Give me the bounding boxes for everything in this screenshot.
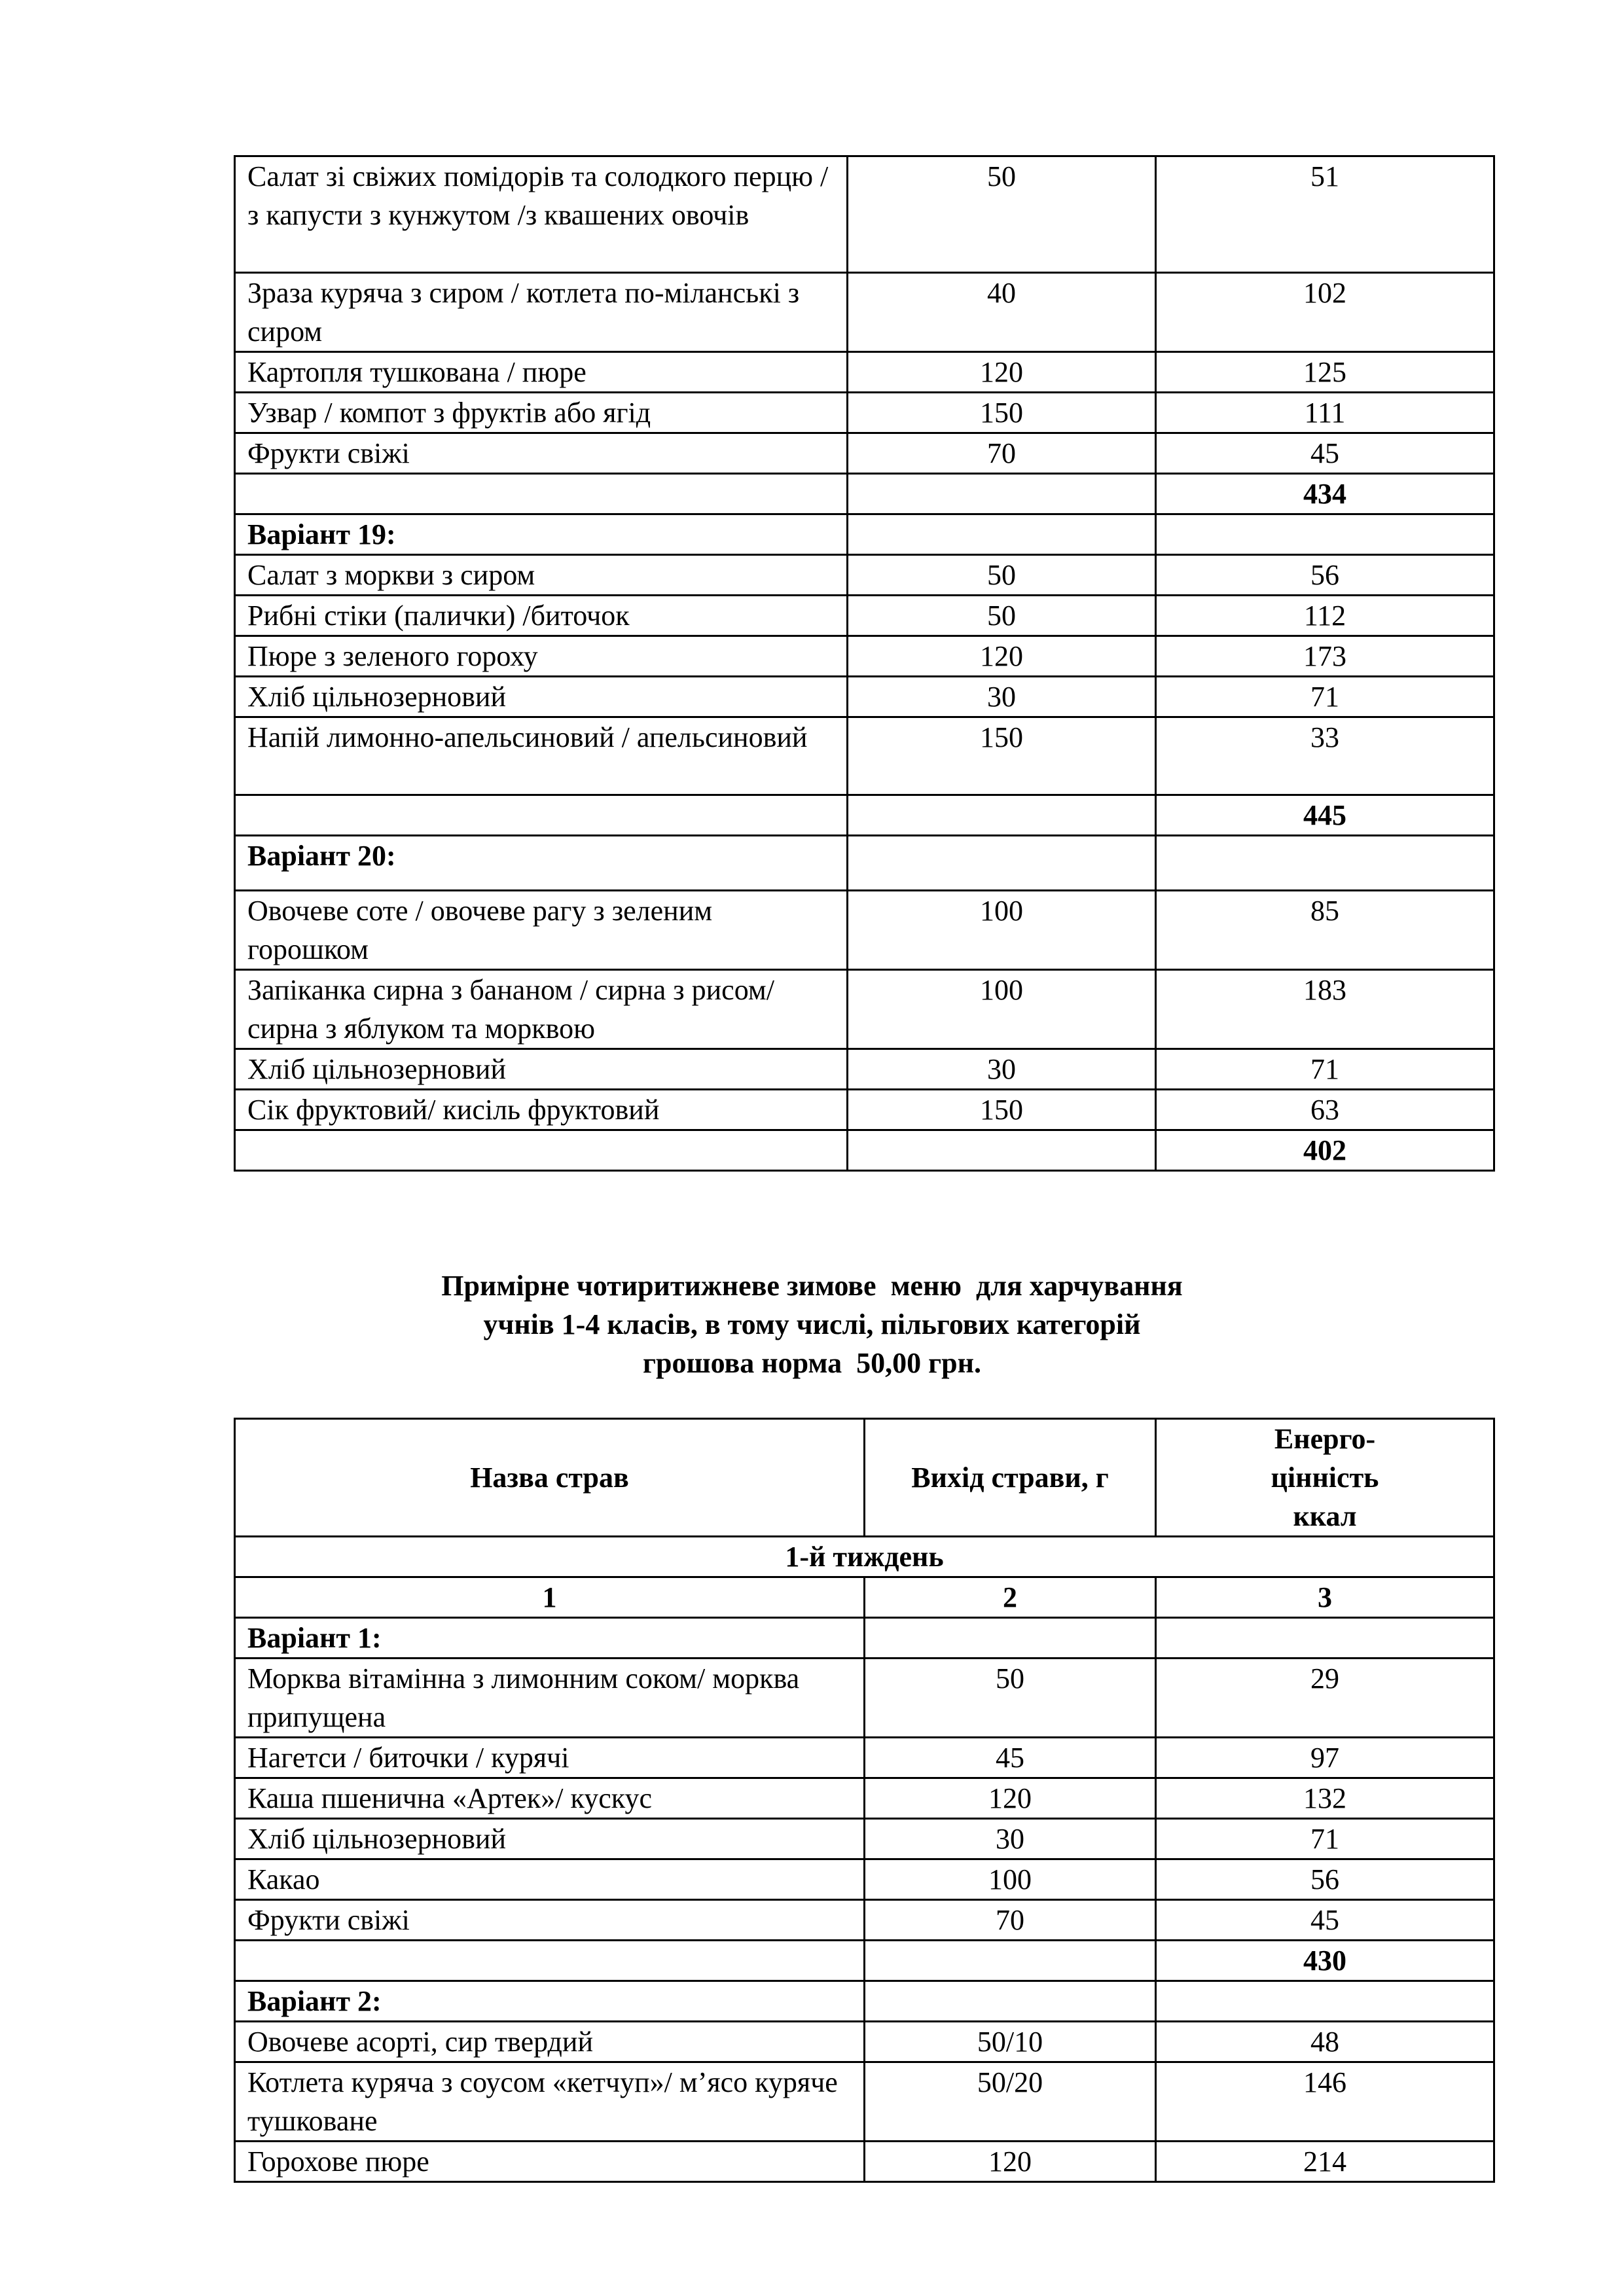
- dish-kcal: 125: [1156, 352, 1494, 393]
- table-row: [235, 1900, 1494, 1941]
- dish-name: Зраза куряча з сиром / котлета по-міланські з сиром: [235, 273, 848, 352]
- dish-kcal: 71: [1156, 1819, 1494, 1859]
- dish-name: Горохове пюре: [235, 2142, 865, 2182]
- dish-yield: 50/10: [865, 2022, 1156, 2062]
- header-energy-line-1: Енерго-: [1274, 1423, 1376, 1455]
- dish-kcal: 71: [1156, 1049, 1494, 1090]
- dish-yield: 150: [848, 717, 1156, 795]
- table-row: [235, 1738, 1494, 1778]
- dish-kcal: 51: [1156, 156, 1494, 273]
- dish-yield: [865, 1941, 1156, 1981]
- dish-name: [235, 474, 848, 514]
- table-row: [235, 393, 1494, 433]
- table-row: [235, 891, 1494, 970]
- total-kcal: 402: [1156, 1130, 1494, 1171]
- dish-yield: 120: [848, 636, 1156, 677]
- dish-yield: 30: [848, 1049, 1156, 1090]
- dish-name: Овочеве асорті, сир твердий: [235, 2022, 865, 2062]
- dish-kcal: [1156, 1618, 1494, 1659]
- table-row: [235, 555, 1494, 596]
- dish-kcal: 111: [1156, 393, 1494, 433]
- dish-name: Какао: [235, 1859, 865, 1900]
- table-row: [235, 1090, 1494, 1130]
- dish-kcal: 56: [1156, 1859, 1494, 1900]
- table-row: [235, 1778, 1494, 1819]
- column-number-1: 1: [235, 1577, 865, 1618]
- dish-name: Напій лимонно-апельсиновий / апельсиновий: [235, 717, 848, 795]
- table-row: [235, 677, 1494, 717]
- dish-yield: 30: [848, 677, 1156, 717]
- dish-yield: 100: [848, 891, 1156, 970]
- variant-header-row: [235, 1981, 1494, 2022]
- dish-yield: 40: [848, 273, 1156, 352]
- dish-yield: 50: [848, 596, 1156, 636]
- variant-label: Варіант 1:: [235, 1618, 865, 1659]
- dish-yield: 100: [848, 970, 1156, 1049]
- table-row: [235, 273, 1494, 352]
- dish-yield: 30: [865, 1819, 1156, 1859]
- dish-name: Каша пшенична «Артек»/ кускус: [235, 1778, 865, 1819]
- dish-name: Картопля тушкована / пюре: [235, 352, 848, 393]
- dish-kcal: 45: [1156, 1900, 1494, 1941]
- total-row: [235, 474, 1494, 514]
- variant-label: Варіант 20:: [235, 836, 848, 891]
- dish-yield: 120: [865, 2142, 1156, 2182]
- table-row: [235, 433, 1494, 474]
- header-dish-name: Назва страв: [235, 1419, 865, 1537]
- dish-yield: 120: [848, 352, 1156, 393]
- dish-yield: [865, 1981, 1156, 2022]
- week-label-row: [235, 1537, 1494, 1577]
- menu-table-week-1: [234, 1418, 1495, 2183]
- dish-kcal: [1156, 1981, 1494, 2022]
- dish-yield: 50: [865, 1659, 1156, 1738]
- dish-name: Нагетси / биточки / курячі: [235, 1738, 865, 1778]
- header-yield: Вихід страви, г: [865, 1419, 1156, 1537]
- dish-name: Пюре з зеленого гороху: [235, 636, 848, 677]
- dish-kcal: 112: [1156, 596, 1494, 636]
- table-row: [235, 1859, 1494, 1900]
- dish-name: Рибні стіки (палички) /биточок: [235, 596, 848, 636]
- dish-yield: 45: [865, 1738, 1156, 1778]
- total-kcal: 434: [1156, 474, 1494, 514]
- total-kcal: 445: [1156, 795, 1494, 836]
- dish-name: Морква вітамінна з лимонним соком/ морква припущена: [235, 1659, 865, 1738]
- variant-label: Варіант 19:: [235, 514, 848, 555]
- dish-yield: [848, 836, 1156, 891]
- column-numbers-row: [235, 1577, 1494, 1618]
- dish-yield: 70: [865, 1900, 1156, 1941]
- dish-kcal: 29: [1156, 1659, 1494, 1738]
- dish-kcal: 85: [1156, 891, 1494, 970]
- dish-kcal: 33: [1156, 717, 1494, 795]
- table-row: [235, 1049, 1494, 1090]
- variant-header-row: [235, 514, 1494, 555]
- variant-header-row: [235, 836, 1494, 891]
- header-energy-line-3: ккал: [1293, 1500, 1357, 1532]
- dish-kcal: 71: [1156, 677, 1494, 717]
- dish-kcal: 183: [1156, 970, 1494, 1049]
- dish-yield: [848, 1130, 1156, 1171]
- dish-kcal: 48: [1156, 2022, 1494, 2062]
- table-row: [235, 352, 1494, 393]
- dish-name: [235, 1941, 865, 1981]
- dish-name: Хліб цільнозерновий: [235, 677, 848, 717]
- table-row: [235, 1659, 1494, 1738]
- dish-yield: [848, 474, 1156, 514]
- table-row: [235, 2062, 1494, 2142]
- dish-name: Хліб цільнозерновий: [235, 1049, 848, 1090]
- dish-yield: 120: [865, 1778, 1156, 1819]
- dish-name: Салат з моркви з сиром: [235, 555, 848, 596]
- dish-name: [235, 1130, 848, 1171]
- dish-yield: 70: [848, 433, 1156, 474]
- dish-yield: [848, 795, 1156, 836]
- table-header-row: [235, 1419, 1494, 1537]
- table-row: [235, 156, 1494, 273]
- dish-kcal: 146: [1156, 2062, 1494, 2142]
- menu-table-continued: [234, 155, 1495, 1172]
- total-row: [235, 1130, 1494, 1171]
- dish-kcal: 56: [1156, 555, 1494, 596]
- dish-name: Салат зі свіжих помідорів та солодкого перцю /з капусти з кунжутом /з квашених овочів: [235, 156, 848, 273]
- dish-name: Котлета куряча з соусом «кетчуп»/ м’ясо куряче тушковане: [235, 2062, 865, 2142]
- column-number-2: 2: [865, 1577, 1156, 1618]
- week-label: 1-й тиждень: [235, 1537, 1494, 1577]
- dish-kcal: 97: [1156, 1738, 1494, 1778]
- dish-yield: [848, 514, 1156, 555]
- dish-name: Хліб цільнозерновий: [235, 1819, 865, 1859]
- dish-kcal: 132: [1156, 1778, 1494, 1819]
- dish-kcal: 45: [1156, 433, 1494, 474]
- menu-title: [0, 1266, 1624, 1382]
- table-row: [235, 2142, 1494, 2182]
- table-row: [235, 1819, 1494, 1859]
- dish-kcal: 214: [1156, 2142, 1494, 2182]
- dish-kcal: [1156, 836, 1494, 891]
- dish-name: [235, 795, 848, 836]
- dish-kcal: 63: [1156, 1090, 1494, 1130]
- dish-yield: 150: [848, 1090, 1156, 1130]
- dish-yield: 50/20: [865, 2062, 1156, 2142]
- menu-title-line-2: учнів 1-4 класів, в тому числі, пільгових категорій: [483, 1308, 1141, 1340]
- table-row: [235, 717, 1494, 795]
- dish-yield: 100: [865, 1859, 1156, 1900]
- dish-yield: 50: [848, 555, 1156, 596]
- total-row: [235, 795, 1494, 836]
- column-number-3: 3: [1156, 1577, 1494, 1618]
- dish-name: Фрукти свіжі: [235, 1900, 865, 1941]
- header-energy: [1156, 1419, 1494, 1537]
- table-row: [235, 970, 1494, 1049]
- variant-header-row: [235, 1618, 1494, 1659]
- table-row: [235, 2022, 1494, 2062]
- table-row: [235, 636, 1494, 677]
- dish-kcal: 102: [1156, 273, 1494, 352]
- variant-label: Варіант 2:: [235, 1981, 865, 2022]
- dish-yield: [865, 1618, 1156, 1659]
- dish-kcal: 173: [1156, 636, 1494, 677]
- total-kcal: 430: [1156, 1941, 1494, 1981]
- dish-kcal: [1156, 514, 1494, 555]
- menu-title-line-1: Примірне чотиритижневе зимове меню для харчування: [441, 1270, 1183, 1302]
- dish-name: Запіканка сирна з бананом / сирна з рисом/ сирна з яблуком та морквою: [235, 970, 848, 1049]
- menu-title-line-3: грошова норма 50,00 грн.: [643, 1347, 981, 1379]
- dish-yield: 50: [848, 156, 1156, 273]
- dish-name: Фрукти свіжі: [235, 433, 848, 474]
- dish-yield: 150: [848, 393, 1156, 433]
- dish-name: Овочеве соте / овочеве рагу з зеленим горошком: [235, 891, 848, 970]
- table-row: [235, 596, 1494, 636]
- header-energy-line-2: цінність: [1271, 1462, 1379, 1494]
- dish-name: Сік фруктовий/ кисіль фруктовий: [235, 1090, 848, 1130]
- dish-name: Узвар / компот з фруктів або ягід: [235, 393, 848, 433]
- total-row: [235, 1941, 1494, 1981]
